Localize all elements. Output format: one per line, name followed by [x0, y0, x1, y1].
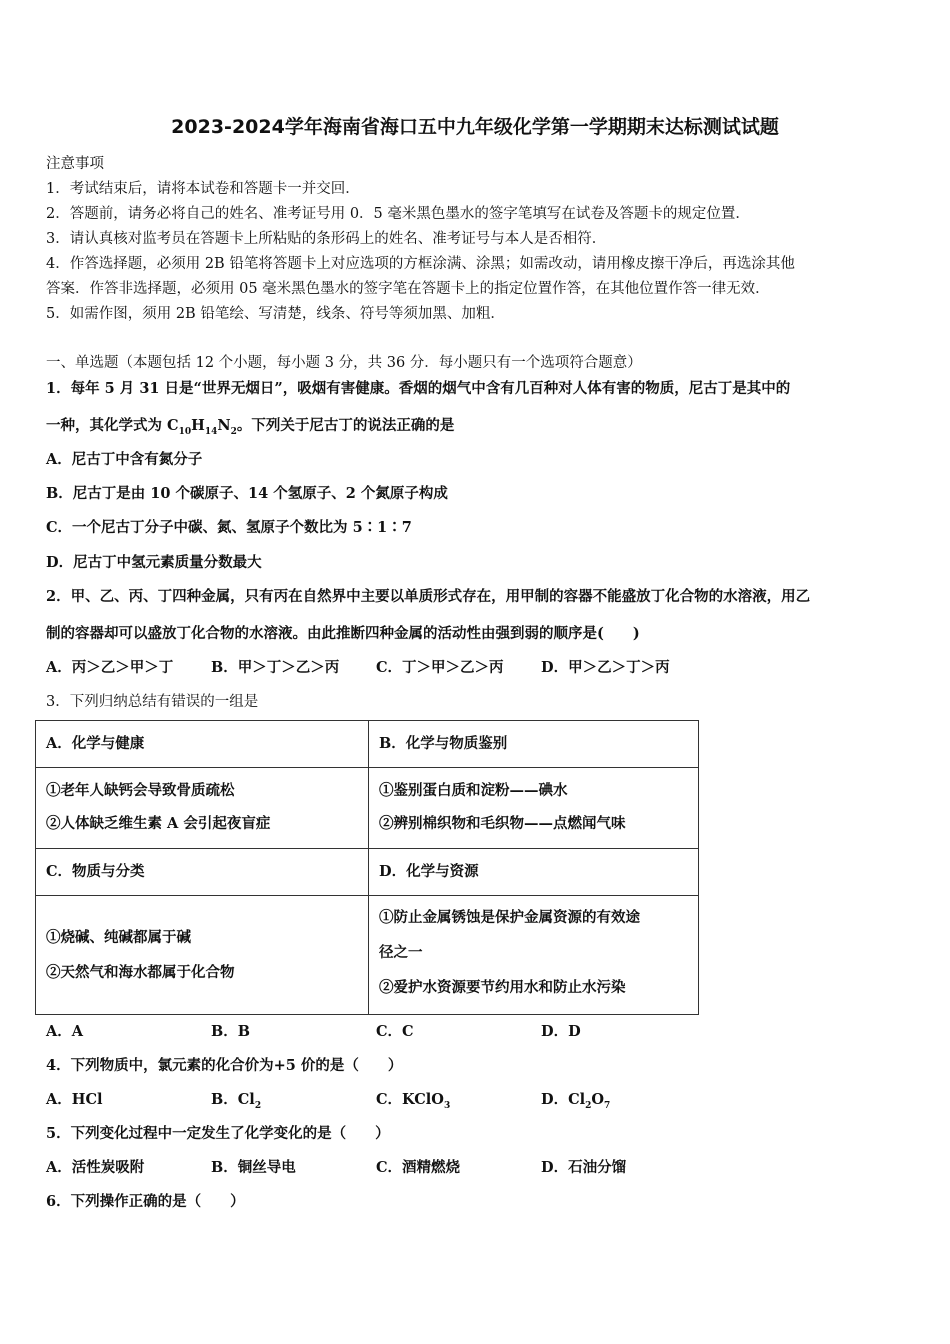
- q3-option-c: C．C: [376, 1023, 414, 1040]
- notice-heading: 注意事项: [46, 156, 104, 172]
- q4-option-a: A．HCl: [46, 1091, 103, 1108]
- notice-item: 5．如需作图，须用 2B 铅笔绘、写清楚，线条、符号等须加黑、加粗．: [46, 306, 505, 322]
- q3-option-a: A．A: [46, 1023, 84, 1040]
- q2-stem-line1: 2．甲、乙、丙、丁四种金属，只有丙在自然界中主要以单质形式存在，用甲制的容器不能盛放丁化合物的水溶液，用乙: [46, 588, 811, 605]
- q2-option-c: C．丁＞甲＞乙＞丙: [376, 659, 504, 676]
- q3-stem: 3．下列归纳总结有错误的一组是: [46, 694, 259, 710]
- table-cell-c-body: ①烧碱、纯碱都属于碱 ②天然气和海水都属于化合物: [36, 896, 369, 1015]
- table-cell-a-body: ①老年人缺钙会导致骨质疏松 ②人体缺乏维生素 A 会引起夜盲症: [36, 768, 369, 849]
- q4-option-d: D．$Cl_2O_7$: [541, 1091, 611, 1111]
- q2-option-a: A．丙＞乙＞甲＞丁: [46, 659, 174, 676]
- notice-item: 4．作答选择题，必须用 2B 铅笔将答题卡上对应选项的方框涂满、涂黑；如需改动，请用橡皮擦干净后，再选涂其他: [46, 256, 795, 272]
- table-cell-b-body: ①鉴别蛋白质和淀粉——碘水 ②辨别棉织物和毛织物——点燃闻气味: [369, 768, 699, 849]
- table-cell-d-body: ①防止金属锈蚀是保护金属资源的有效途 径之一 ②爱护水资源要节约用水和防止水污染: [369, 896, 699, 1015]
- notice-item: 答案．作答非选择题，必须用 05 毫米黑色墨水的签字笔在答题卡上的指定位置作答，在其他位置作答一律无效．: [46, 281, 770, 297]
- q5-option-b: B．铜丝导电: [211, 1159, 296, 1176]
- q3-option-d: D．D: [541, 1023, 581, 1040]
- q3-option-b: B．B: [211, 1023, 251, 1040]
- q3-table: [35, 720, 699, 1015]
- table-cell-d-head: D．化学与资源: [369, 849, 699, 896]
- q1-option-b: B．尼古丁是由 10 个碳原子、14 个氢原子、2 个氮原子构成: [46, 485, 448, 502]
- q5-option-a: A．活性炭吸附: [46, 1159, 145, 1176]
- q4-option-b: B．$Cl_2$: [211, 1091, 262, 1111]
- q1-stem-line1: 1．每年 5 月 31 日是“世界无烟日”，吸烟有害健康。香烟的烟气中含有几百种对人体有害的物质，尼古丁是其中的: [46, 380, 791, 397]
- notice-item: 3．请认真核对监考员在答题卡上所粘贴的条形码上的姓名、准考证号与本人是否相符．: [46, 231, 607, 247]
- q5-option-d: D．石油分馏: [541, 1159, 627, 1176]
- q6-stem: 6．下列操作正确的是（ ）: [46, 1193, 245, 1210]
- q4-stem: 4．下列物质中，氯元素的化合价为+5 价的是（ ）: [46, 1057, 403, 1074]
- q1-option-a: A．尼古丁中含有氮分子: [46, 451, 203, 468]
- q2-option-b: B．甲＞丁＞乙＞丙: [211, 659, 340, 676]
- q4-option-c: C．KClO$_3$: [376, 1091, 451, 1111]
- table-cell-c-head: C．物质与分类: [36, 849, 369, 896]
- q2-option-d: D．甲＞乙＞丁＞丙: [541, 659, 670, 676]
- table-cell-b-head: B．化学与物质鉴别: [369, 721, 699, 768]
- notice-item: 2．答题前，请务必将自己的姓名、准考证号用 0．5 毫米黑色墨水的签字笔填写在试卷及答题卡的规定位置．: [46, 206, 750, 222]
- page-title: 2023-2024学年海南省海口五中九年级化学第一学期期末达标测试试题: [171, 116, 779, 138]
- q5-option-c: C．酒精燃烧: [376, 1159, 461, 1176]
- q2-stem-line2: 制的容器却可以盛放丁化合物的水溶液。由此推断四种金属的活动性由强到弱的顺序是( ): [46, 625, 640, 642]
- q1-stem-line2: 一种，其化学式为 $C_{10}H_{14}N_2$。下列关于尼古丁的说法正确的是: [46, 417, 455, 437]
- q5-stem: 5．下列变化过程中一定发生了化学变化的是（ ）: [46, 1125, 390, 1142]
- q1-option-d: D．尼古丁中氢元素质量分数最大: [46, 554, 262, 571]
- notice-item: 1．考试结束后，请将本试卷和答题卡一并交回．: [46, 181, 360, 197]
- table-cell-a-head: A．化学与健康: [36, 721, 369, 768]
- section-heading: 一、单选题（本题包括 12 个小题，每小题 3 分，共 36 分．每小题只有一个选项符合题意）: [46, 355, 642, 371]
- q1-option-c: C．一个尼古丁分子中碳、氮、氢原子个数比为 5∶1∶7: [46, 519, 412, 536]
